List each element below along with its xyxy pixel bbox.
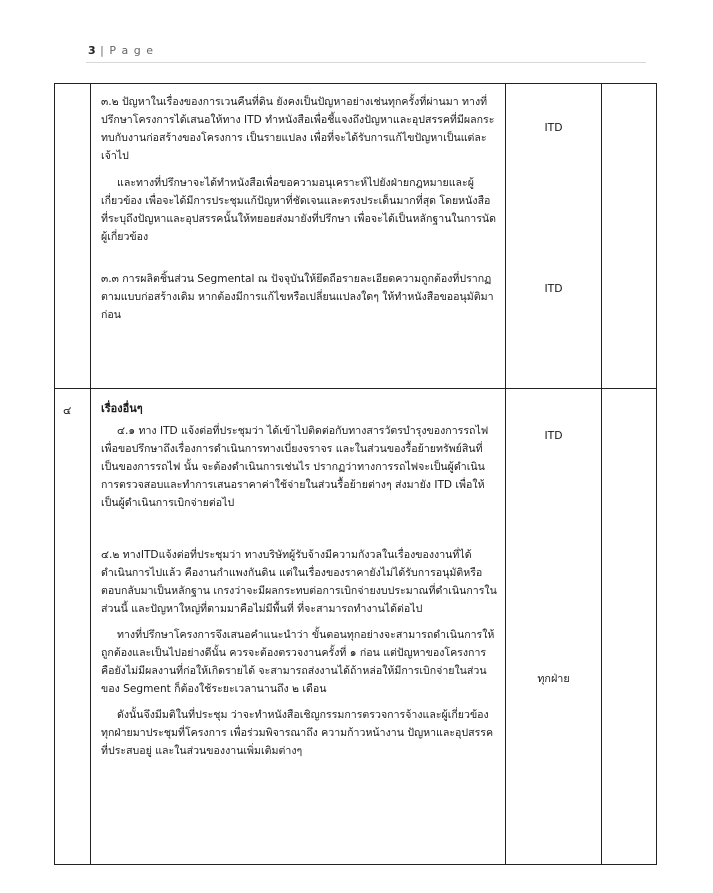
responsible-label: ทุกฝ่าย bbox=[537, 672, 570, 685]
remark-cell bbox=[602, 389, 657, 865]
detail-cell bbox=[91, 389, 506, 865]
header-divider bbox=[86, 62, 646, 63]
page-separator: | bbox=[95, 44, 110, 57]
page-header bbox=[88, 44, 154, 57]
detail-cell bbox=[91, 84, 506, 389]
item-4-2-paragraph: ทางที่ปรึกษาโครงการจึงเสนอคำแนะนำว่า ขั้นตอนทุกอย่างจะสามารถดำเนินการให้ถูกต้องและเป็นไปอย่างดีนั้น ควรจะต้องตรวจงานครั้งที่ ๑ ก่อน แต่ปัญหาของโครงการคือยังไม่มีผลงานที่ก่อให้เกิดรายได้ จะสามารถส่งงานได้ถ้าหล่อให้มีการเบิกจ่ายในส่วนของ Segment ก็ต้องใช้ระยะเวลานานถึง ๒ เดือน bbox=[101, 629, 495, 695]
table-row bbox=[55, 389, 657, 865]
table-row bbox=[55, 84, 657, 389]
minutes-table bbox=[54, 83, 657, 865]
page-label: P a g e bbox=[109, 44, 154, 57]
responsible-label: ITD bbox=[544, 121, 563, 134]
responsible-cell bbox=[506, 389, 602, 865]
item-3-2-paragraph: และทางที่ปรึกษาจะได้ทำหนังสือเพื่อขอความอนุเคราะห์ไปยังฝ่ายกฎหมายและผู้เกี่ยวข้อง เพื่อจะได้มีการประชุมแก้ปัญหาที่ชัดเจนและตรงประเด็นมากที่สุด โดยหนังสือที่ระบุถึงปัญหาและอุปสรรคนั้นให้ทยอยส่งมายังที่ปรึกษา เพื่อจะได้เป็นหลักฐานในการนัดผู้เกี่ยวข้อง bbox=[101, 177, 497, 243]
item-3-2-paragraph: ๓.๒ ปัญหาในเรื่องของการเวนคืนที่ดิน ยังคงเป็นปัญหาอย่างเช่นทุกครั้งที่ผ่านมา ทางที่ปรึกษาโครงการได้เสนอให้ทาง ITD ทำหนังสือเพื่อชี้แจงถึงปัญหาและอุปสรรคที่มีผลกระทบกับงานก่อสร้างของโครงการ เป็นรายแปลง เพื่อที่จะได้รับการแก้ไขปัญหาเป็นแต่ละเจ้าไป bbox=[101, 96, 495, 162]
responsible-cell bbox=[506, 84, 602, 389]
item-3-3-paragraph: ๓.๓ การผลิตชิ้นส่วน Segmental ณ ปัจจุบันให้ยึดถือรายละเอียดความถูกต้องที่ปรากฏตามแบบก่อสร้างเดิม หากต้องมีการแก้ไขหรือเปลี่ยนแปลงใดๆ ให้ทำหนังสือขออนุมัติมาก่อน bbox=[101, 273, 494, 321]
agenda-number-cell bbox=[55, 84, 91, 389]
item-4-1-paragraph: ๔.๑ ทาง ITD แจ้งต่อที่ประชุมว่า ได้เข้าไปติดต่อกับทางสารวัตรบำรุงของการรถไฟเพื่อขอปรึกษาถึงเรื่องการดำเนินการทางเบี่ยงจราจร และในส่วนของรื้อย้ายทรัพย์สินที่เป็นของการรถไฟ นั้น จะต้องดำเนินการเช่นไร ปรากฏว่าทางการรถไฟจะเป็นผู้ดำเนินการตรวจสอบและทำการเสนอราคาค่าใช้จ่ายในส่วนรื้อย้ายต่างๆ ส่งมายัง ITD เพื่อให้เป็นผู้ดำเนินการเบิกจ่ายต่อไป bbox=[101, 425, 489, 509]
agenda-number: ๔ bbox=[63, 404, 72, 417]
remark-cell bbox=[602, 84, 657, 389]
page-number: 3 bbox=[88, 44, 96, 57]
responsible-label: ITD bbox=[544, 282, 563, 295]
agenda-number-cell bbox=[55, 389, 91, 865]
responsible-label: ITD bbox=[544, 429, 563, 442]
item-4-2-paragraph: ดังนั้นจึงมีมติในที่ประชุม ว่าจะทำหนังสือเชิญกรรมการตรวจการจ้างและผู้เกี่ยวข้องทุกฝ่ายมาประชุมที่โครงการ เพื่อร่วมพิจารณาถึง ความก้าวหน้างาน ปัญหาและอุปสรรคที่ประสบอยู่ และในส่วนของงานเพิ่มเติมต่างๆ bbox=[101, 709, 494, 757]
item-4-2-paragraph: ๔.๒ ทางITDแจ้งต่อที่ประชุมว่า ทางบริษัทผู้รับจ้างมีความกังวลในเรื่องของงานที่ได้ดำเนินการไปแล้ว คืองานกำแพงกันดิน แต่ในเรื่องของราคายังไม่ได้รับการอนุมัติหรือตอบกลับมาเป็นหลักฐาน เกรงว่าจะมีผลกระทบต่อการเบิกจ่ายงบประมาณที่ดำเนินการในส่วนนี้ และปัญหาใหญ่ที่ตามมาคือไม่มีพื้นที่ ที่จะสามารถทำงานได้ต่อไป bbox=[101, 549, 497, 615]
agenda-title: เรื่องอื่นๆ bbox=[101, 402, 143, 415]
